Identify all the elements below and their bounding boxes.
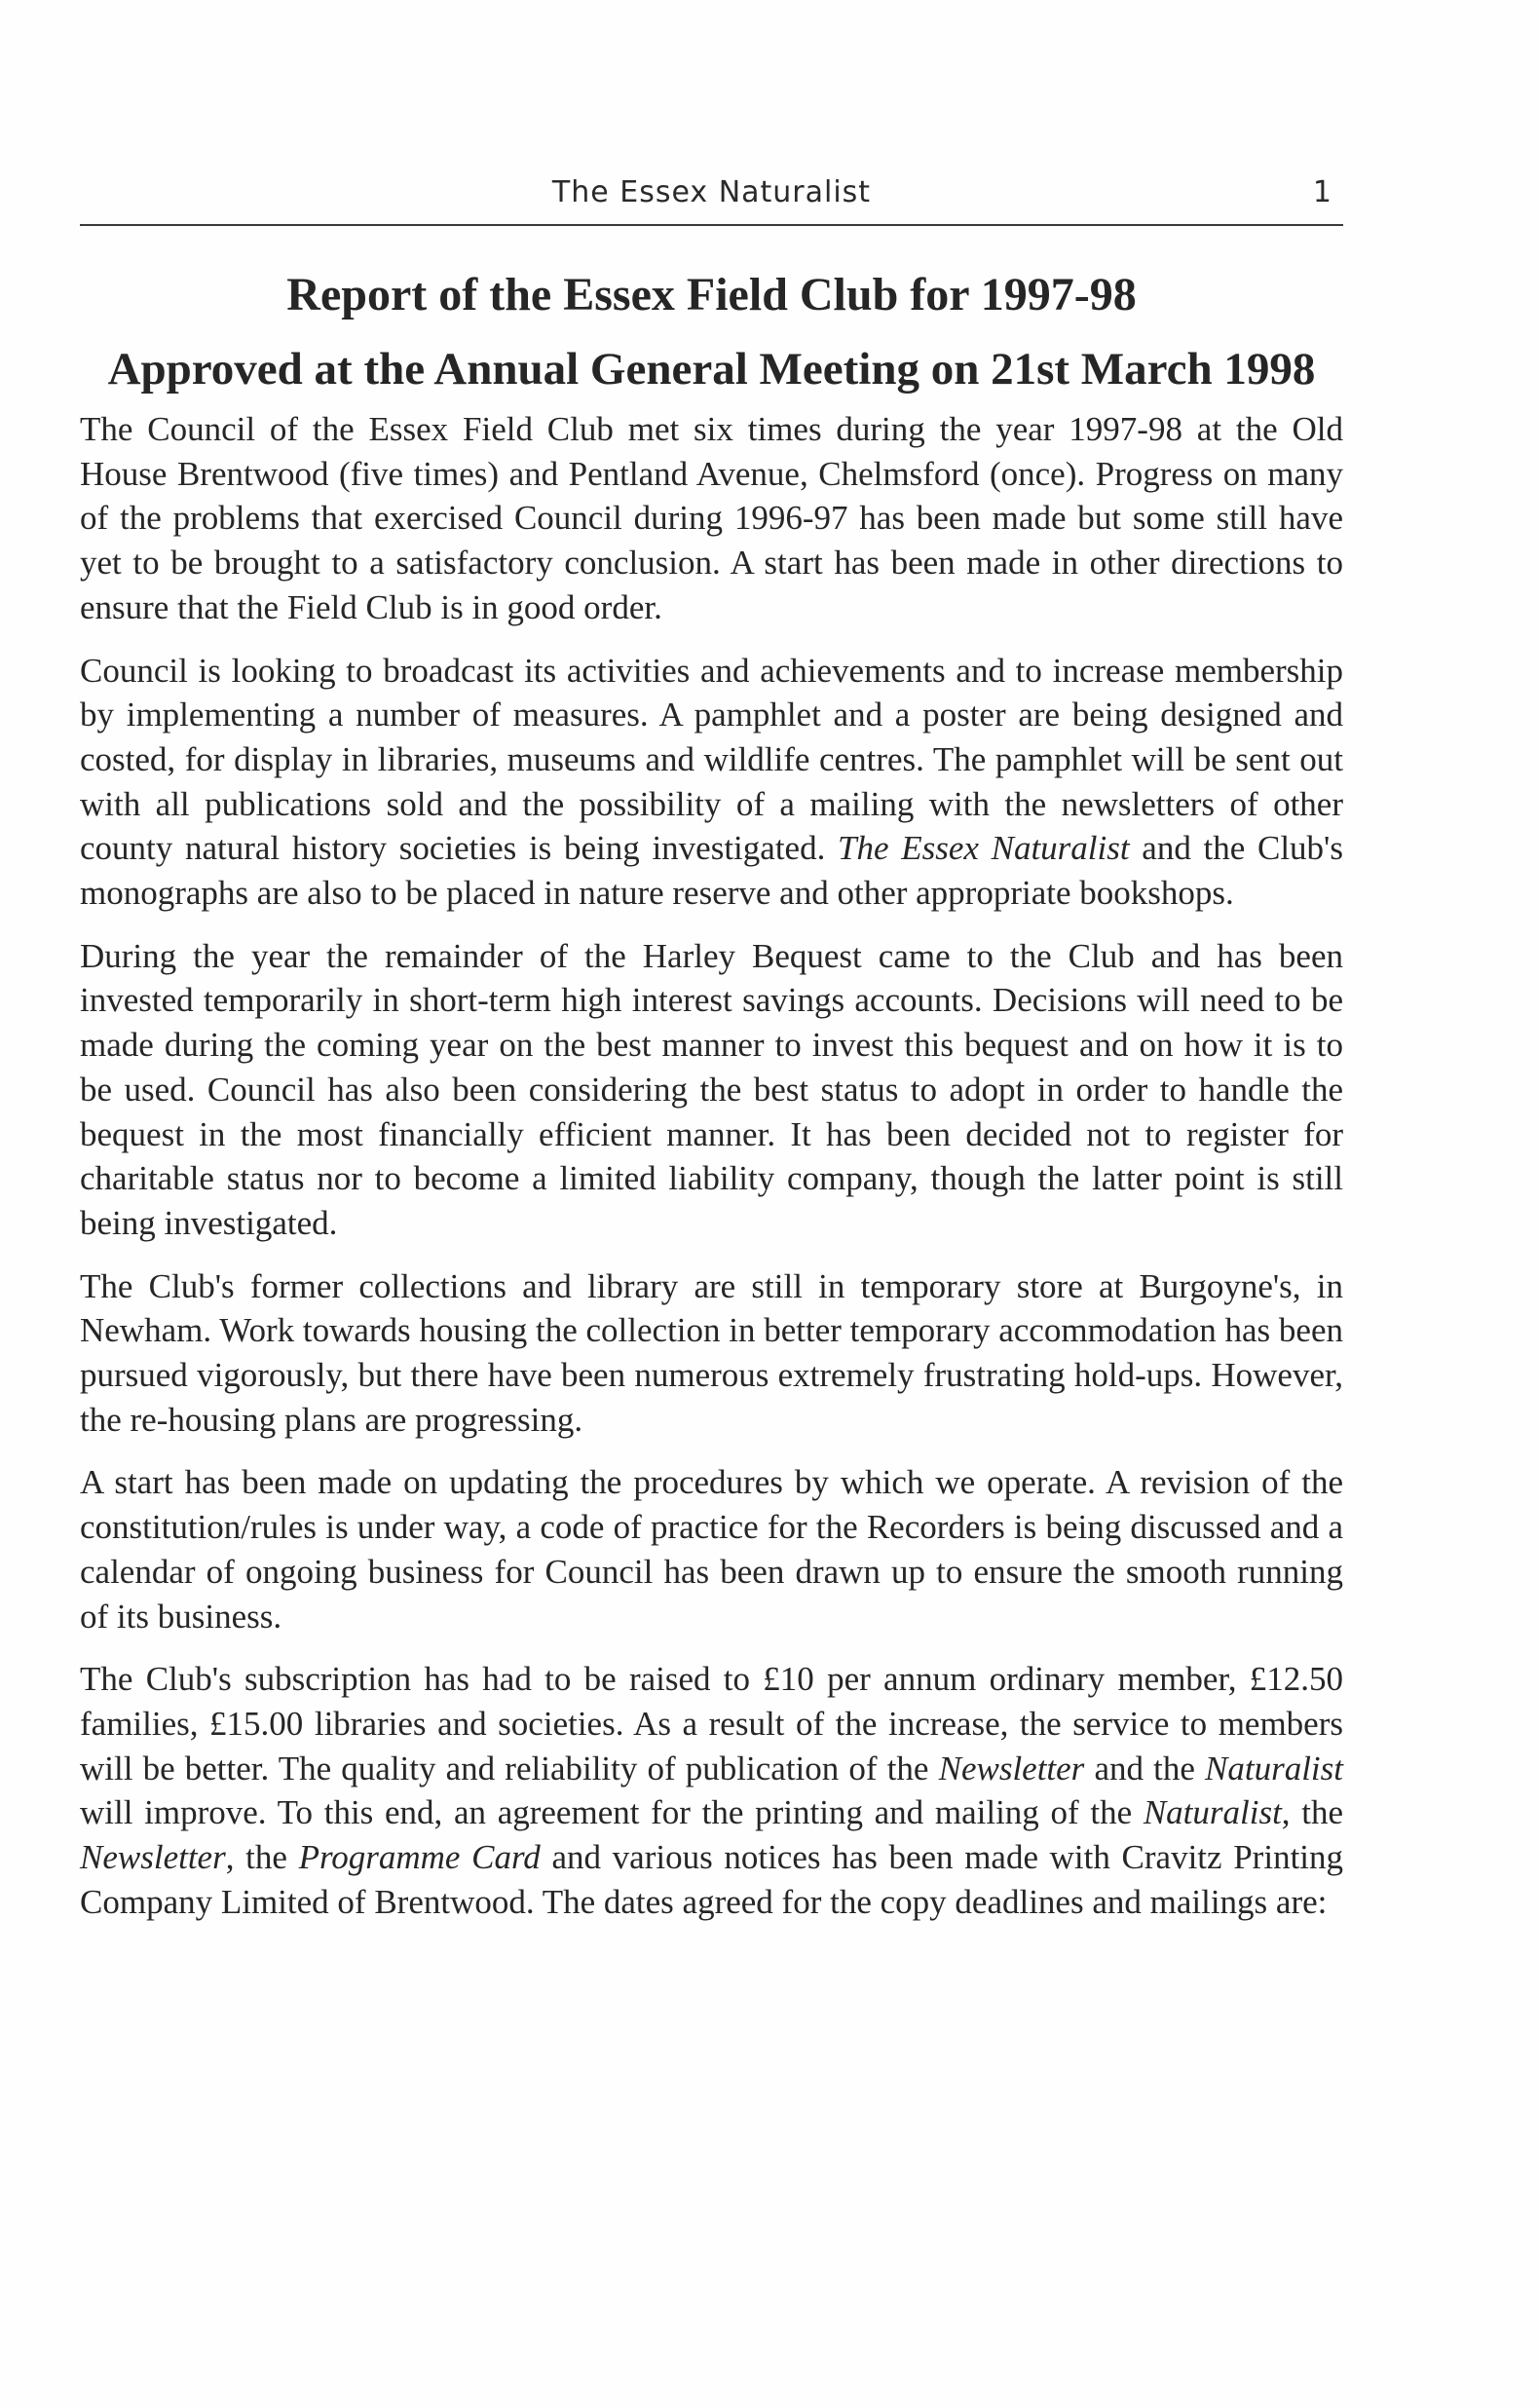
italic-title: Programme Card bbox=[298, 1838, 541, 1877]
header-rule bbox=[80, 224, 1343, 226]
article-subtitle: Approved at the Annual General Meeting on 21st March 1998 bbox=[107, 344, 1316, 395]
article-body bbox=[80, 407, 1343, 1943]
italic-title: The Essex Naturalist bbox=[838, 829, 1130, 868]
journal-title: The Essex Naturalist bbox=[551, 175, 872, 209]
italic-title: Naturalist bbox=[1143, 1793, 1282, 1832]
italic-title: Newsletter bbox=[80, 1838, 226, 1877]
paragraph: The Club's former collections and library are still in temporary store at Burgoyne's, in Newham. Work towards housing the collection in better temporary accommodation has been pursued vigorously, but there have been numerous extremely frustrating hold-ups. However, the re-housing plans are progressing. bbox=[80, 1266, 1343, 1439]
article-title: Report of the Essex Field Club for 1997-98 bbox=[286, 269, 1137, 320]
italic-title: Newsletter bbox=[938, 1749, 1085, 1787]
paragraph: Council is looking to broadcast its activities and achievements and to increase membership by implementing a number of measures. A pamphlet and a poster are being designed and costed, for display in libraries, museums and wildlife centres. The pamphlet will be sent out with all publications sold and the possibility of a mailing with the newsletters of other county natural history societies is being investigated. The Essex Naturalist and the Club's monographs are also to be placed in nature reserve and other appropriate bookshops. bbox=[80, 651, 1343, 913]
paragraph: The Club's subscription has had to be raised to £10 per annum ordinary member, £12.50 families, £15.00 libraries and societies. As a result of the increase, the service to members will be better. The quality and reliability of publication of the Newsletter and the Naturalist will improve. To this end, an agreement for the printing and mailing of the Naturalist, the Newsletter, the Programme Card and various notices has been made with Cravitz Printing Company Limited of Brentwood. The dates agreed for the copy deadlines and mailings are: bbox=[80, 1660, 1344, 1921]
paragraph: The Council of the Essex Field Club met six times during the year 1997-98 at the Old House Brentwood (five times) and Pentland Avenue, Chelmsford (once). Progress on many of the problems that exercised Council during 1996-97 has been made but some still have yet to be brought to a satisfactory conclusion. A start has been made in other directions to ensure that the Field Club is in good order. bbox=[80, 410, 1343, 626]
page-number: 1 bbox=[1312, 175, 1332, 209]
paragraph: A start has been made on updating the procedures by which we operate. A revision of the constitution/rules is under way, a code of practice for the Recorders is being discussed and a calendar of ongoing business for Council has been drawn up to ensure the smooth running of its business. bbox=[80, 1463, 1343, 1636]
running-header bbox=[80, 175, 1343, 218]
italic-title: Naturalist bbox=[1205, 1749, 1343, 1787]
paragraph: During the year the remainder of the Harley Bequest came to the Club and has been invested temporarily in short-term high interest savings accounts. Decisions will need to be made during the coming year on the best manner to invest this bequest and on how it is to be used. Council has also been considering the best status to adopt in order to handle the bequest in the most financially efficient manner. It has been decided not to register for charitable status nor to become a limited liability company, though the latter point is still being investigated. bbox=[80, 936, 1343, 1242]
